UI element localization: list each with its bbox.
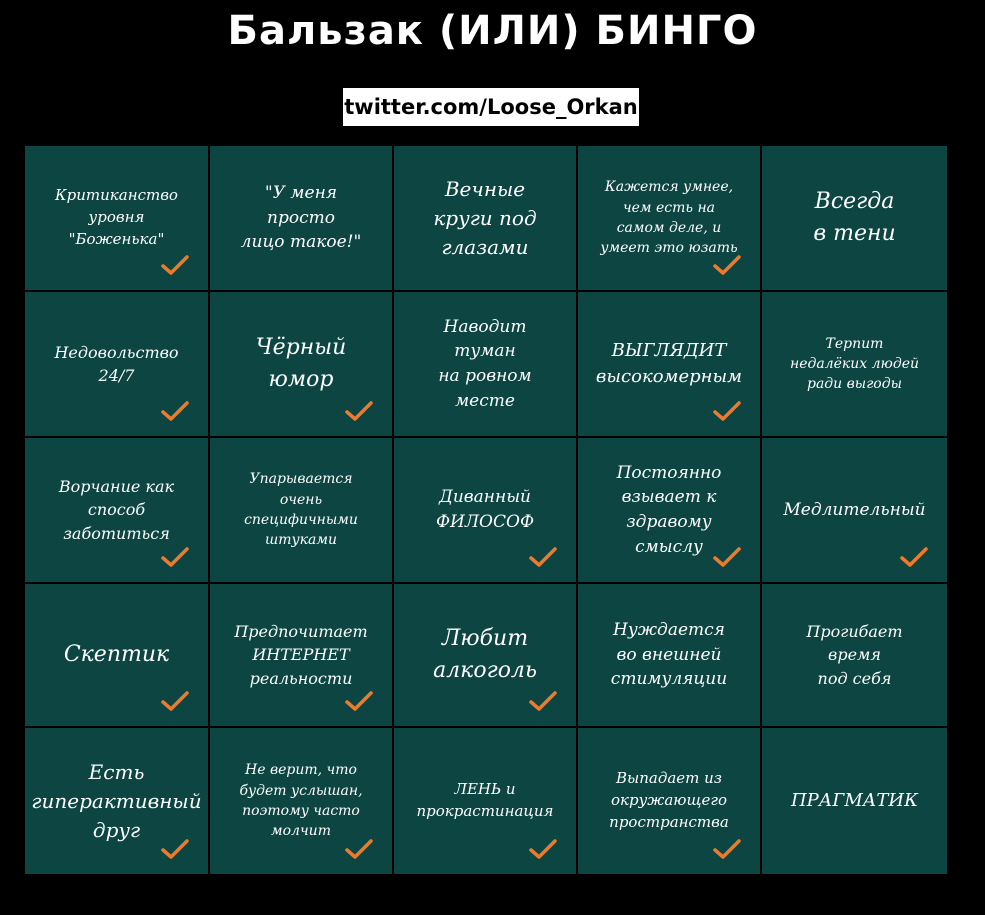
bingo-cell [210,584,392,726]
bingo-cell-text: ЛЕНЬ и прокрастинация [416,780,554,820]
bingo-cell [25,584,208,726]
bingo-cell [578,146,760,290]
bingo-cell-text: Наводит туман на ровном месте [438,316,532,411]
bingo-cell [25,292,208,436]
bingo-cell [394,292,576,436]
bingo-cell-text: Диванный ФИЛОСОФ [435,487,535,532]
bingo-cell [762,292,947,436]
bingo-cell-text: Любит алкоголь [433,626,537,683]
bingo-cell [210,146,392,290]
check-mark-icon [712,838,742,860]
check-mark-icon [160,690,190,712]
bingo-cell-text: "У меня просто лицо такое!" [240,183,362,253]
page-title: Бальзак (ИЛИ) БИНГО [227,8,758,54]
check-mark-icon [160,254,190,276]
check-mark-icon [712,400,742,422]
bingo-cell-text: Критиканство уровня "Боженька" [55,186,178,248]
bingo-cell [762,584,947,726]
bingo-cell [762,438,947,582]
check-mark-icon [528,690,558,712]
check-mark-icon [344,400,374,422]
bingo-cell-text: Выпадает из окружающего пространства [609,769,729,831]
bingo-cell-text: Недовольство 24/7 [54,342,179,385]
check-mark-icon [160,400,190,422]
bingo-grid [25,146,947,874]
bingo-cell-text: Предпочитает ИНТЕРНЕТ реальности [234,622,368,688]
bingo-cell-text: Нуждается во внешней стимуляции [610,620,728,690]
bingo-cell-text: Вечные круги под глазами [433,176,537,259]
bingo-cell [25,438,208,582]
bingo-cell [578,292,760,436]
bingo-cell-text: ПРАГМАТИК [790,789,919,811]
bingo-cell [394,584,576,726]
bingo-cell [210,438,392,582]
bingo-cell-text: Ворчание как способ заботиться [58,477,175,543]
bingo-cell [394,146,576,290]
check-mark-icon [344,838,374,860]
source-label: twitter.com/Loose_Orkan [343,88,639,126]
bingo-cell-text: Не верит, что будет услышан, поэтому часто молчит [239,762,363,840]
check-mark-icon [160,546,190,568]
bingo-cell-text: Упарывается очень специфичными штуками [244,471,358,549]
check-mark-icon [160,838,190,860]
bingo-cell-text: Кажется умнее, чем есть на самом деле, и умеет это юзать [600,179,738,257]
bingo-cell [578,438,760,582]
check-mark-icon [344,690,374,712]
bingo-cell [394,438,576,582]
bingo-cell-text: Всегда в тени [813,189,896,246]
bingo-cell [578,584,760,726]
bingo-cell-text: Прогибает время под себя [806,622,903,688]
bingo-cell-text: Медлительный [783,499,926,520]
bingo-cell-text: Терпит недалёких людей ради выгоды [789,335,920,393]
bingo-cell-text: Есть гиперактивный друг [31,759,202,842]
bingo-cell [25,728,208,874]
bingo-cell-text: Скептик [63,642,170,668]
bingo-cell-text: Постоянно взывает к здравому смыслу [616,462,722,557]
check-mark-icon [528,546,558,568]
check-mark-icon [899,546,929,568]
bingo-cell [394,728,576,874]
bingo-cell [25,146,208,290]
check-mark-icon [712,254,742,276]
bingo-cell [762,728,947,874]
bingo-cell [578,728,760,874]
bingo-cell-text: Чёрный юмор [255,335,347,392]
bingo-cell [210,292,392,436]
bingo-cell [210,728,392,874]
check-mark-icon [712,546,742,568]
check-mark-icon [528,838,558,860]
bingo-cell-text: ВЫГЛЯДИТ высокомерным [595,339,743,387]
bingo-cell [762,146,947,290]
